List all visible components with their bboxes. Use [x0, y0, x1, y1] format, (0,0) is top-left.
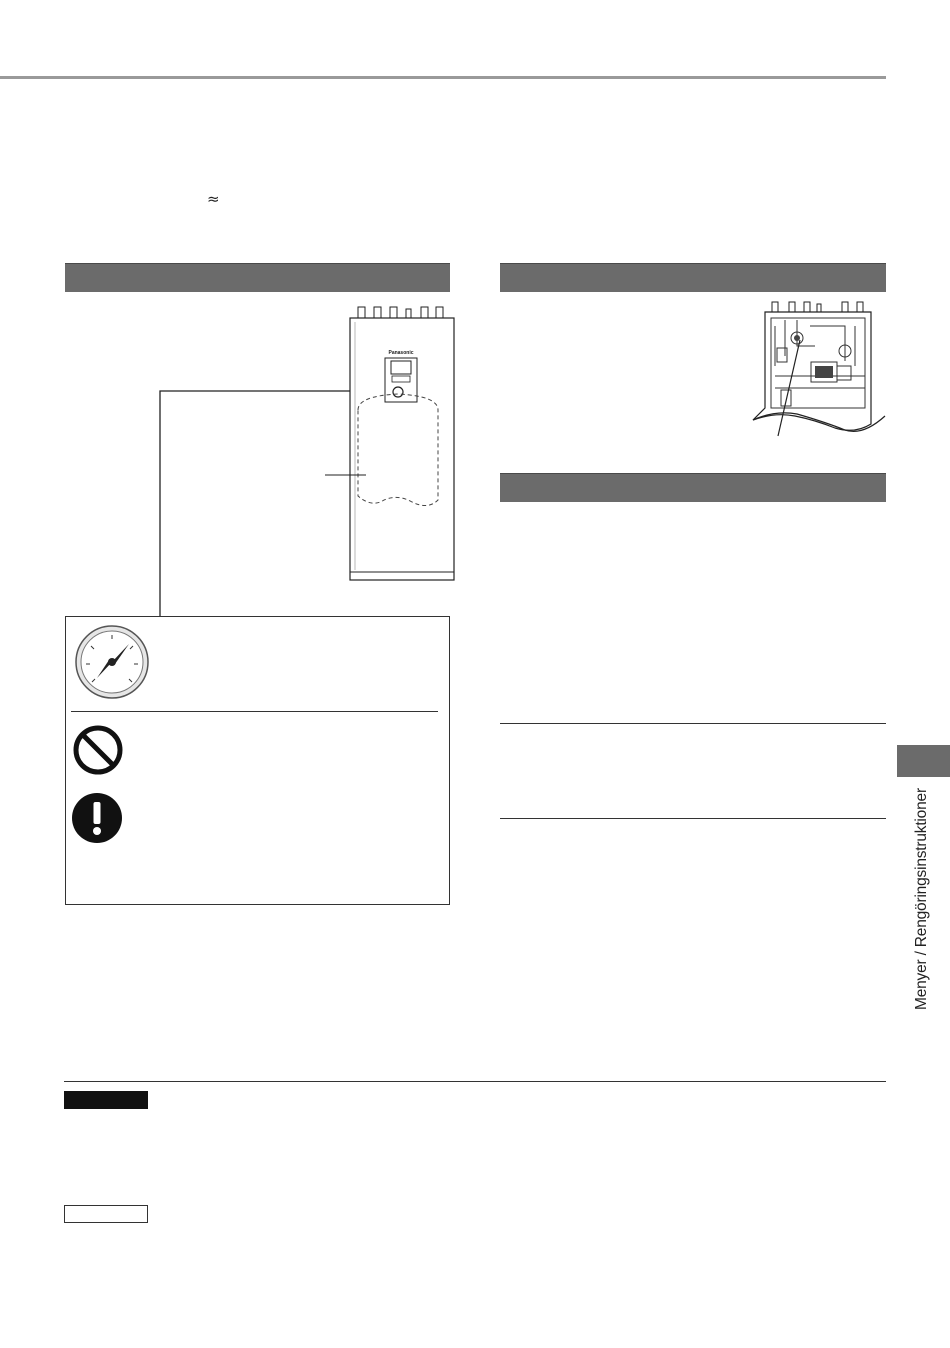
pressure-gauge-icon [74, 624, 150, 700]
cabinet-body [350, 318, 454, 580]
notice-divider [71, 711, 438, 712]
brand-label: Panasonic [388, 350, 414, 356]
approx-symbol: ≈ [207, 190, 220, 208]
pressure-gauge-small [393, 387, 403, 397]
internal-components-illustration [745, 296, 890, 438]
pipe-connectors [358, 307, 443, 318]
prohibited-icon [72, 724, 124, 776]
side-tab-label: Menyer / Rengöringsinstruktioner [913, 788, 930, 1010]
exclamation-icon [71, 792, 123, 844]
